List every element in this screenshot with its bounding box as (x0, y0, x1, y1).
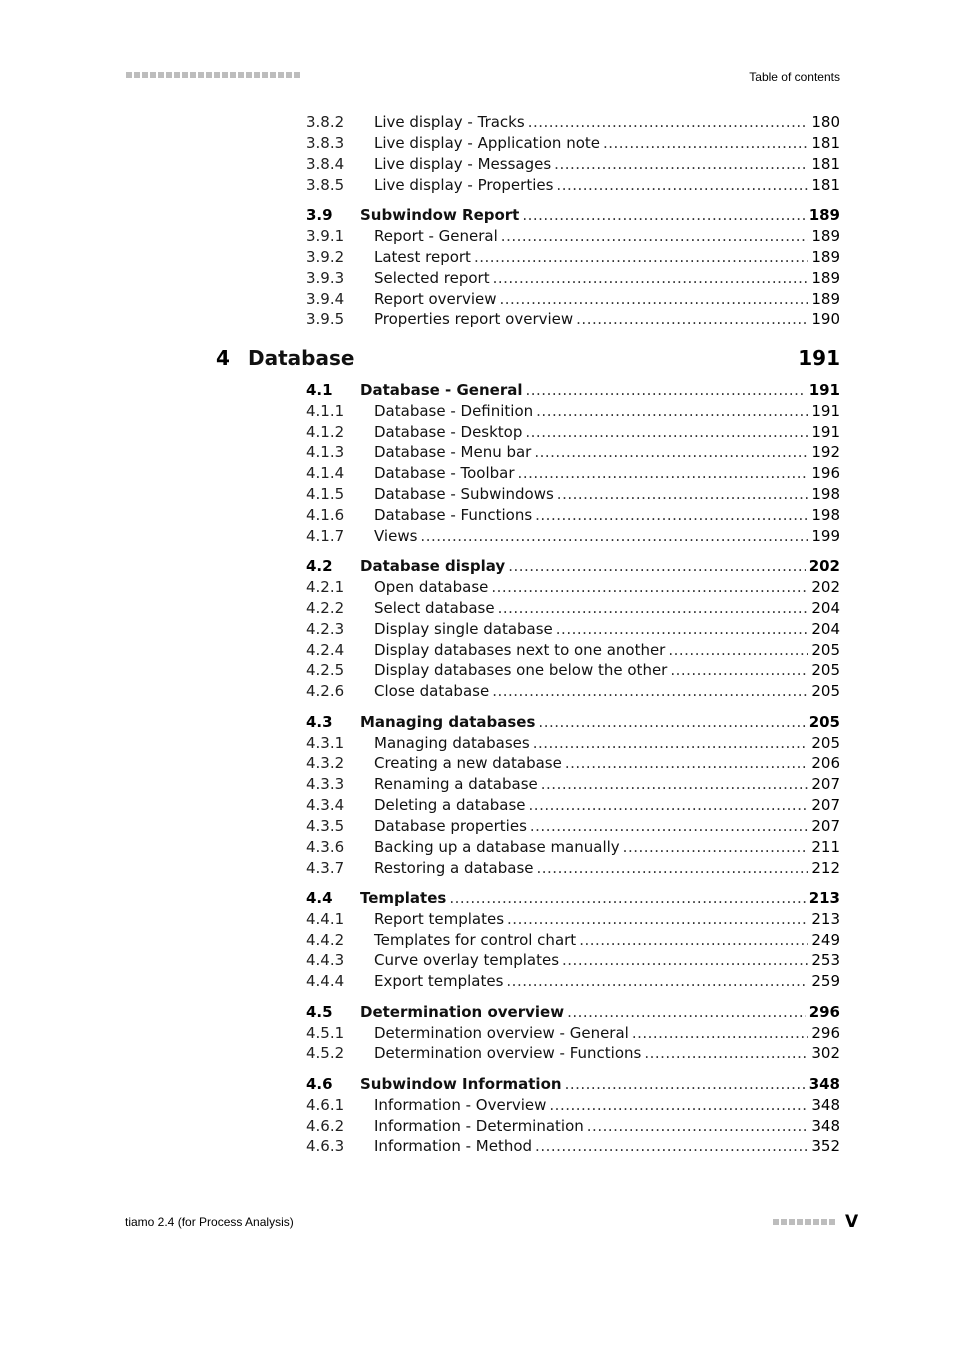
toc-number: 4.2.5 (306, 661, 345, 679)
toc-leader-dots (501, 226, 809, 246)
toc-entry[interactable] (306, 1043, 840, 1063)
toc-page-number: 190 (811, 310, 840, 328)
toc-entry[interactable] (306, 598, 840, 618)
footer-product: tiamo 2.4 (for Process Analysis) (125, 1215, 294, 1229)
toc-number: 4.4.2 (306, 931, 345, 949)
toc-number: 3.8.2 (306, 113, 345, 131)
toc-title: Views (374, 527, 418, 545)
toc-number: 3.9 (306, 206, 333, 224)
toc-number: 4.4.1 (306, 910, 345, 928)
toc-page-number: 196 (811, 464, 840, 482)
toc-entry[interactable] (306, 930, 840, 950)
toc-title: Live display - Properties (374, 176, 554, 194)
toc-page-number: 191 (798, 346, 840, 370)
toc-entry[interactable] (306, 268, 840, 288)
toc-number: 4.6.1 (306, 1096, 345, 1114)
toc-page-number: 206 (811, 754, 840, 772)
toc-number: 4.4.4 (306, 972, 345, 990)
toc-page-number: 352 (811, 1137, 840, 1155)
toc-page-number: 205 (811, 641, 840, 659)
toc-title: Report overview (374, 290, 497, 308)
toc-number: 4.3.1 (306, 734, 345, 752)
toc-title: Determination overview (360, 1003, 565, 1021)
toc-page-number: 249 (811, 931, 840, 949)
toc-leader-dots (498, 598, 809, 618)
toc-leader-dots (449, 888, 805, 908)
toc-entry[interactable] (306, 526, 840, 546)
toc-entry[interactable] (306, 112, 840, 132)
toc-leader-dots (530, 816, 808, 836)
toc-page-number: 207 (811, 775, 840, 793)
toc-entry[interactable] (306, 795, 840, 815)
toc-title: Database display (360, 557, 506, 575)
running-header: Table of contents (749, 70, 840, 84)
toc-number: 4.6.3 (306, 1137, 345, 1155)
toc-leader-dots (623, 837, 809, 857)
toc-entry[interactable] (306, 226, 840, 246)
toc-entry[interactable] (306, 816, 840, 836)
toc-entry[interactable] (306, 1136, 840, 1156)
toc-entry[interactable] (306, 484, 840, 504)
toc-entry[interactable] (306, 1116, 840, 1136)
toc-title: Information - Method (374, 1137, 533, 1155)
toc-section[interactable] (306, 556, 840, 576)
toc-section[interactable] (306, 888, 840, 908)
header-decoration (126, 72, 300, 78)
toc-leader-dots (587, 1116, 809, 1136)
toc-number: 4.4.3 (306, 951, 345, 969)
toc-number: 4.6 (306, 1075, 333, 1093)
toc-number: 4.6.2 (306, 1117, 345, 1135)
toc-leader-dots (492, 681, 808, 701)
toc-number: 3.9.1 (306, 227, 345, 245)
toc-title: Display single database (374, 620, 553, 638)
toc-title: Templates (360, 889, 447, 907)
toc-page-number: 259 (811, 972, 840, 990)
toc-title: Database properties (374, 817, 527, 835)
toc-number: 4.3.3 (306, 775, 345, 793)
toc-number: 4.1.7 (306, 527, 345, 545)
toc-entry[interactable] (306, 640, 840, 660)
toc-number: 3.9.3 (306, 269, 345, 287)
toc-page-number: 191 (811, 402, 840, 420)
toc-title: Renaming a database (374, 775, 538, 793)
toc-title: Information - Overview (374, 1096, 547, 1114)
toc-page-number: 180 (811, 113, 840, 131)
toc-title: Close database (374, 682, 490, 700)
toc-leader-dots (525, 422, 808, 442)
toc-page-number: 205 (811, 734, 840, 752)
toc-title: Live display - Tracks (374, 113, 525, 131)
toc-leader-dots (528, 112, 809, 132)
toc-page-number: 205 (811, 682, 840, 700)
toc-entry[interactable] (306, 422, 840, 442)
toc-entry[interactable] (306, 247, 840, 267)
toc-leader-dots (554, 154, 808, 174)
toc-number: 4.2.4 (306, 641, 345, 659)
toc-entry[interactable] (306, 681, 840, 701)
toc-section[interactable] (306, 205, 840, 225)
toc-number: 4.5 (306, 1003, 333, 1021)
toc-number: 3.9.5 (306, 310, 345, 328)
toc-leader-dots (644, 1043, 808, 1063)
toc-title: Display databases next to one another (374, 641, 666, 659)
toc-page-number: 296 (808, 1003, 840, 1021)
toc-leader-dots (670, 660, 808, 680)
toc-entry[interactable] (306, 971, 840, 991)
toc-chapter[interactable] (216, 346, 840, 372)
toc-section[interactable] (306, 712, 840, 732)
toc-title: Subwindow Information (360, 1075, 562, 1093)
toc-leader-dots (538, 712, 805, 732)
toc-leader-dots (549, 1095, 808, 1115)
toc-title: Templates for control chart (374, 931, 577, 949)
toc-page-number: 207 (811, 817, 840, 835)
toc-entry[interactable] (306, 1023, 840, 1043)
toc-title: Creating a new database (374, 754, 562, 772)
toc-page-number: 189 (811, 269, 840, 287)
toc-page-number: 302 (811, 1044, 840, 1062)
toc-number: 3.8.3 (306, 134, 345, 152)
toc-leader-dots (535, 1136, 808, 1156)
toc-number: 4.5.1 (306, 1024, 345, 1042)
toc-page-number: 204 (811, 620, 840, 638)
toc-title: Managing databases (374, 734, 530, 752)
toc-number: 4.2.1 (306, 578, 345, 596)
toc-number: 4.3.7 (306, 859, 345, 877)
toc-page-number: 189 (808, 206, 840, 224)
toc-number: 4.3 (306, 713, 333, 731)
toc-leader-dots (556, 619, 809, 639)
toc-number: 4.4 (306, 889, 333, 907)
toc-leader-dots (567, 1002, 806, 1022)
toc-leader-dots (565, 753, 809, 773)
toc-leader-dots (536, 401, 808, 421)
toc-title: Database - Subwindows (374, 485, 554, 503)
toc-page-number: 199 (811, 527, 840, 545)
toc-number: 4.1.5 (306, 485, 345, 503)
toc-title: Deleting a database (374, 796, 526, 814)
toc-entry[interactable] (306, 858, 840, 878)
toc-page-number: 348 (811, 1117, 840, 1135)
toc-page-number: 213 (811, 910, 840, 928)
toc-page-number: 348 (808, 1075, 840, 1093)
toc-page-number: 189 (811, 248, 840, 266)
toc-page-number: 181 (811, 176, 840, 194)
toc-title: Subwindow Report (360, 206, 520, 224)
toc-leader-dots (526, 380, 806, 400)
toc-page-number: 189 (811, 227, 840, 245)
toc-number: 4.3.2 (306, 754, 345, 772)
toc-entry[interactable] (306, 442, 840, 462)
toc-leader-dots (491, 577, 808, 597)
toc-title: Export templates (374, 972, 504, 990)
toc-number: 4.1.4 (306, 464, 345, 482)
toc-page-number: 198 (811, 506, 840, 524)
toc-number: 3.9.4 (306, 290, 345, 308)
toc-leader-dots (556, 175, 808, 195)
toc-number: 4.3.5 (306, 817, 345, 835)
toc-leader-dots (522, 205, 805, 225)
toc-number: 4.1.1 (306, 402, 345, 420)
toc-title: Database - General (360, 381, 523, 399)
toc-page-number: 181 (811, 134, 840, 152)
toc-entry[interactable] (306, 909, 840, 929)
toc-title: Display databases one below the other (374, 661, 668, 679)
toc-leader-dots (579, 930, 808, 950)
toc-leader-dots (576, 309, 808, 329)
toc-number: 4.1.6 (306, 506, 345, 524)
toc-page-number: 191 (811, 423, 840, 441)
toc-leader-dots (603, 133, 808, 153)
page-number: V (845, 1212, 859, 1232)
toc-page-number: 192 (811, 443, 840, 461)
toc-leader-dots (420, 526, 808, 546)
toc-title: Determination overview - Functions (374, 1044, 642, 1062)
toc-entry[interactable] (306, 577, 840, 597)
toc-leader-dots (533, 733, 809, 753)
toc-title: Selected report (374, 269, 490, 287)
toc-number: 4.3.4 (306, 796, 345, 814)
toc-leader-dots (507, 909, 808, 929)
toc-page-number: 202 (808, 557, 840, 575)
toc-leader-dots (499, 289, 808, 309)
toc-leader-dots (535, 505, 808, 525)
toc-entry[interactable] (306, 289, 840, 309)
toc-section[interactable] (306, 1002, 840, 1022)
toc-section[interactable] (306, 380, 840, 400)
toc-leader-dots (529, 795, 809, 815)
toc-leader-dots (474, 247, 808, 267)
toc-page-number: 205 (808, 713, 840, 731)
toc-leader-dots (508, 556, 806, 576)
toc-number: 3.8.5 (306, 176, 345, 194)
toc-entry[interactable] (306, 154, 840, 174)
toc-title: Backing up a database manually (374, 838, 620, 856)
toc-title: Latest report (374, 248, 471, 266)
toc-leader-dots (518, 463, 809, 483)
toc-number: 4.2 (306, 557, 333, 575)
toc-entry[interactable] (306, 309, 840, 329)
toc-page-number: 181 (811, 155, 840, 173)
toc-section[interactable] (306, 1074, 840, 1094)
toc-number: 3.8.4 (306, 155, 345, 173)
toc-leader-dots (562, 950, 808, 970)
toc-page-number: 205 (811, 661, 840, 679)
toc-page-number: 211 (811, 838, 840, 856)
toc-title: Live display - Application note (374, 134, 600, 152)
toc-title: Database - Desktop (374, 423, 523, 441)
toc-entry[interactable] (306, 774, 840, 794)
toc-page-number: 213 (808, 889, 840, 907)
toc-number: 4.2.6 (306, 682, 345, 700)
toc-leader-dots (506, 971, 808, 991)
toc-title: Determination overview - General (374, 1024, 629, 1042)
toc-page-number: 198 (811, 485, 840, 503)
toc-page-number: 189 (811, 290, 840, 308)
toc-title: Database (248, 346, 355, 370)
toc-number: 4.1.2 (306, 423, 345, 441)
toc-entry[interactable] (306, 733, 840, 753)
toc-title: Database - Toolbar (374, 464, 515, 482)
toc-number: 4 (216, 346, 230, 370)
toc-number: 4.1 (306, 381, 333, 399)
toc-number: 4.1.3 (306, 443, 345, 461)
toc-title: Information - Determination (374, 1117, 584, 1135)
toc-entry[interactable] (306, 950, 840, 970)
toc-page-number: 207 (811, 796, 840, 814)
toc-entry[interactable] (306, 660, 840, 680)
toc-number: 4.2.2 (306, 599, 345, 617)
toc-title: Properties report overview (374, 310, 574, 328)
toc-title: Open database (374, 578, 489, 596)
toc-page-number: 296 (811, 1024, 840, 1042)
toc-entry[interactable] (306, 133, 840, 153)
toc-entry[interactable] (306, 175, 840, 195)
toc-page-number: 212 (811, 859, 840, 877)
toc-title: Report - General (374, 227, 498, 245)
toc-title: Curve overlay templates (374, 951, 560, 969)
toc-leader-dots (537, 858, 809, 878)
toc-page-number: 253 (811, 951, 840, 969)
toc-entry[interactable] (306, 1095, 840, 1115)
toc-page-number: 191 (808, 381, 840, 399)
toc-title: Database - Definition (374, 402, 534, 420)
toc-leader-dots (565, 1074, 806, 1094)
toc-entry[interactable] (306, 753, 840, 773)
toc-number: 4.5.2 (306, 1044, 345, 1062)
toc-page-number: 202 (811, 578, 840, 596)
toc-page-number: 348 (811, 1096, 840, 1114)
toc-leader-dots (668, 640, 808, 660)
toc-leader-dots (534, 442, 808, 462)
toc-entry[interactable] (306, 401, 840, 421)
toc-title: Database - Menu bar (374, 443, 532, 461)
footer-decoration (773, 1219, 835, 1225)
toc-title: Select database (374, 599, 495, 617)
toc-entry[interactable] (306, 619, 840, 639)
toc-title: Database - Functions (374, 506, 533, 524)
toc-title: Restoring a database (374, 859, 534, 877)
toc-number: 4.3.6 (306, 838, 345, 856)
toc-leader-dots (557, 484, 809, 504)
toc-leader-dots (493, 268, 809, 288)
toc-entry[interactable] (306, 463, 840, 483)
toc-entry[interactable] (306, 837, 840, 857)
toc-title: Managing databases (360, 713, 536, 731)
toc-title: Report templates (374, 910, 505, 928)
toc-number: 3.9.2 (306, 248, 345, 266)
toc-entry[interactable] (306, 505, 840, 525)
toc-title: Live display - Messages (374, 155, 552, 173)
toc-page-number: 204 (811, 599, 840, 617)
toc-leader-dots (541, 774, 809, 794)
toc-number: 4.2.3 (306, 620, 345, 638)
toc-leader-dots (632, 1023, 809, 1043)
